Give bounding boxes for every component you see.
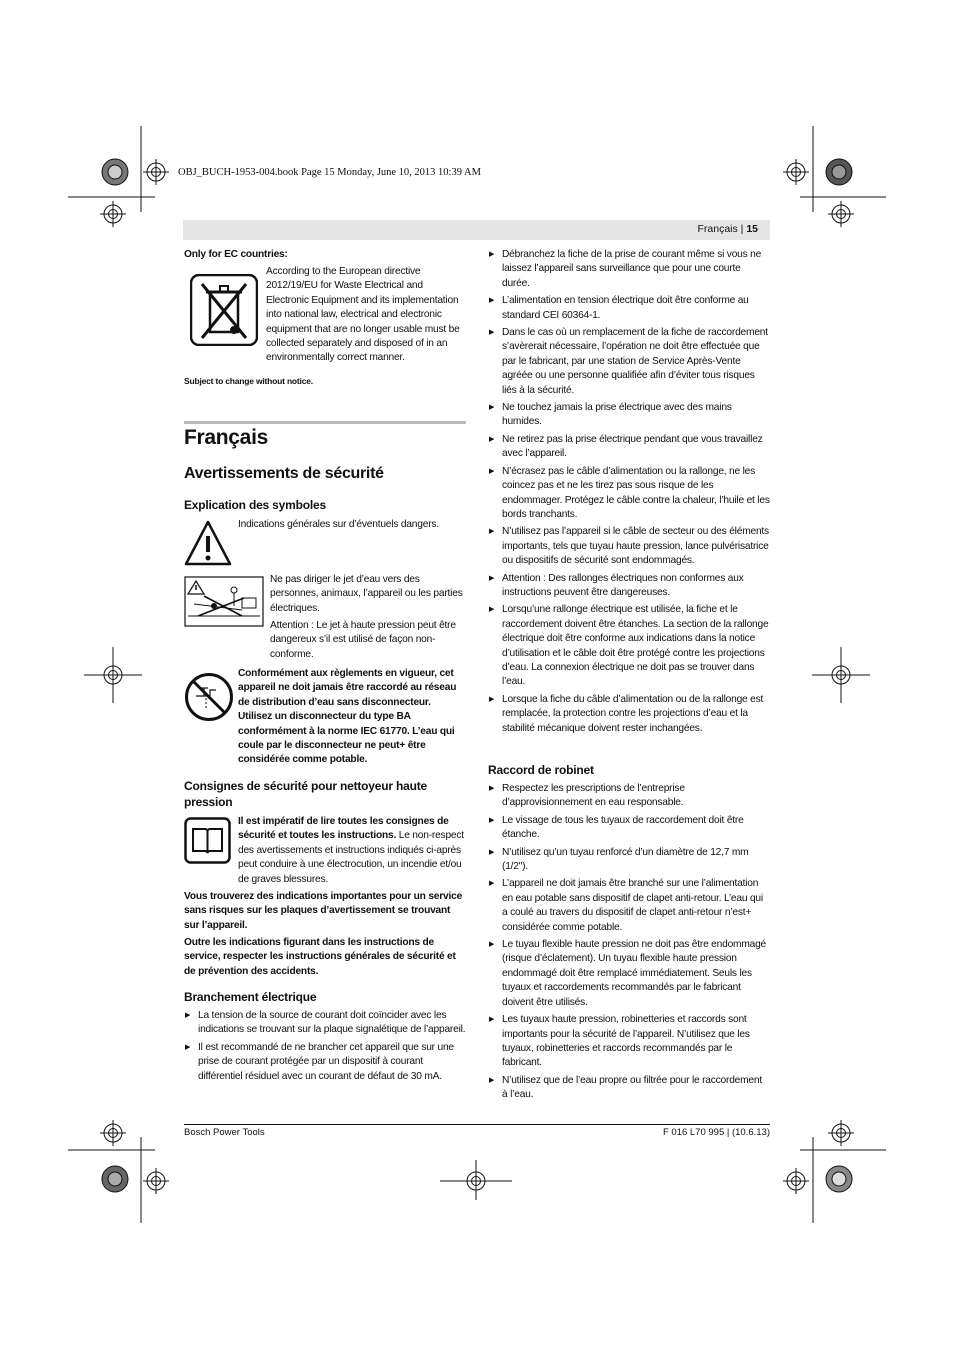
list-item: ▶ N’utilisez que de l’eau propre ou filtrée pour le raccordement à l’eau. xyxy=(488,1074,770,1103)
symbols-heading: Explication des symboles xyxy=(184,498,326,512)
list-item: ▶ La tension de la source de courant doit coïncider avec les indications se trouvant sur la plaque signalétique de l’appareil. xyxy=(184,1009,466,1038)
subsection-title: Avertissements de sécurité xyxy=(184,465,384,482)
list-item: ▶ L’alimentation en tension électrique doit être conforme au standard CEI 60364-1. xyxy=(488,294,770,323)
footer-brand: Bosch Power Tools xyxy=(184,1127,265,1138)
list-item: ▶ Respectez les prescriptions de l’entreprise d’approvisionnement en eau responsable. xyxy=(488,782,770,811)
read-instructions-normal: Le non-respect des avertissements et instructions indiqués ci-après peut conduire à une électrocution, un incendie et/ou de graves blessures. xyxy=(238,830,464,885)
footer-doc-number: F 016 L70 995 | (10.6.13) xyxy=(662,1127,770,1138)
symbol-jet-text-2: Attention : Le jet à haute pression peut être dangereux s’il est utilisé de façon non-conforme. xyxy=(270,620,456,660)
read-manual-icon xyxy=(184,817,231,869)
branchement-heading: Branchement électrique xyxy=(184,990,317,1004)
list-item: ▶ Les tuyaux haute pression, robinetteries et raccords sont importants pour la sécurité de l’appareil. N’utilisez que les tuyaux, robinetteries et raccords recommandés par le fabricant. xyxy=(488,1013,770,1071)
list-item: ▶ Le tuyau flexible haute pression ne doit pas être endommagé (risque d’éclatement). Un tuyau flexible haute pression endommagé doit être remplacé immédiatement. Seuls les tuyaux et raccordements recommandés par le fabricant doivent être utilisés. xyxy=(488,938,770,1010)
header-separator: | xyxy=(737,223,747,235)
read-instructions-text xyxy=(238,815,466,887)
list-item: ▶ Lorsque la fiche du câble d’alimentation ou de la rallonge est remplacée, la protection contre les projections d’eau et la stabilité mécanique doivent rester inchangées. xyxy=(488,693,770,736)
print-info: OBJ_BUCH-1953-004.book Page 15 Monday, June 10, 2013 10:39 AM xyxy=(178,167,481,178)
no-tap-connection-icon xyxy=(184,672,234,727)
list-item: ▶ N’écrasez pas le câble d’alimentation ou la rallonge, ne les coincez pas et ne les tirez pas sous risque de les endommager. Protégez le câble contre la chaleur, l’huile et les bords tranchants. xyxy=(488,465,770,523)
ec-block xyxy=(184,248,466,262)
symbol-water-text: Conformément aux règlements en vigueur, cet appareil ne doit jamais être raccordé au réseau de distribution d’eau sans disconnecteur. Utilisez un disconnecteur du type BA conformément à la norme IEC 61770. L’eau qui coule par le disconnecteur ne peut+ être considérée comme potable. xyxy=(238,668,457,766)
read-instructions-bold: Il est impératif de lire toutes les consignes de sécurité et toutes les instructions. xyxy=(238,816,449,842)
header-language: Français xyxy=(697,223,738,235)
list-item: ▶ Lorsqu’une rallonge électrique est utilisée, la fiche et le raccordement doivent être étanches. La section de la rallonge électrique doit être conforme aux indications dans la notice d’utilisation et le câble doit être protégé contre les projections d’eau. La connexion électrique ne doit pas se trouver dans l’eau. xyxy=(488,603,770,689)
list-item: ▶ N’utilisez pas l’appareil si le câble de secteur ou des éléments importants, tels que tuyau haute pression, lance pulvérisatrice ou dispositifs de sécurité sont endommagés. xyxy=(488,525,770,568)
list-item: ▶ Le vissage de tous les tuyaux de raccordement doit être étanche. xyxy=(488,814,770,843)
general-safety-text: Outre les indications figurant dans les instructions de service, respecter les instructions générales de sécurité et de prévention des accidents. xyxy=(184,937,456,977)
warning-triangle-icon xyxy=(184,519,232,572)
branchement-list xyxy=(184,1009,466,1087)
page-header xyxy=(183,220,770,240)
footer-rule xyxy=(184,1124,770,1125)
list-item: ▶ N’utilisez qu’un tuyau renforcé d’un diamètre de 12,7 mm (1/2"). xyxy=(488,846,770,875)
page-number: 15 xyxy=(746,223,758,235)
robinet-list xyxy=(488,782,770,1106)
change-notice: Subject to change without notice. xyxy=(184,376,313,386)
list-item: ▶ Débranchez la fiche de la prise de courant même si vous ne laissez l’appareil sans surveillance que pour une courte durée. xyxy=(488,248,770,291)
list-item: ▶ Attention : Des rallonges électriques non conformes aux instructions peuvent être dangereuses. xyxy=(488,572,770,601)
ec-title: Only for EC countries: xyxy=(184,249,288,260)
warning-plates-text: Vous trouverez des indications importantes pour un service sans risques sur les plaques d’avertissement se trouvant sur l’appareil. xyxy=(184,891,463,931)
crossed-bin-icon xyxy=(190,274,258,351)
section-title: Français xyxy=(184,426,268,449)
list-item: ▶ Il est recommandé de ne brancher cet appareil que sur une prise de courant protégée par un dispositif à courant différentiel résiduel avec un courant de défaut de 30 mA. xyxy=(184,1041,466,1084)
symbol-jet-text-1: Ne pas diriger le jet d’eau vers des personnes, animaux, l’appareil ou les parties électriques. xyxy=(270,574,463,614)
list-item: ▶ Dans le cas où un remplacement de la fiche de raccordement s’avèrerait nécessaire, l’opération ne doit être effectuée que par le fabricant, par une station de Service Après-Vente agréée ou une personne qualifiée afin d’éviter tous risques liés à la sécurité. xyxy=(488,326,770,398)
consignes-heading: Consignes de sécurité pour nettoyeur haute pression xyxy=(184,779,427,809)
ec-text: According to the European directive 2012/19/EU for Waste Electrical and Electronic Equipment and its implementation into national law, electrical and electronic equipment that are no longer usable must be collected separately and disposed of in an environmentally correct manner. xyxy=(266,266,460,364)
list-item: ▶ Ne retirez pas la prise électrique pendant que vous travaillez avec l’appareil. xyxy=(488,433,770,462)
symbol-general-text: Indications générales sur d’éventuels dangers. xyxy=(238,519,439,530)
jet-warning-icon xyxy=(184,576,264,632)
section-rule xyxy=(184,421,466,424)
electrical-safety-list xyxy=(488,248,770,739)
robinet-heading: Raccord de robinet xyxy=(488,763,594,777)
list-item: ▶ L’appareil ne doit jamais être branché sur une l’alimentation en eau potable sans dispositif de clapet anti-retour. L’eau qui a coulé au travers du dispositif de clapet anti-retour n’est+ considérée comme potable. xyxy=(488,877,770,935)
list-item: ▶ Ne touchez jamais la prise électrique avec des mains humides. xyxy=(488,401,770,430)
